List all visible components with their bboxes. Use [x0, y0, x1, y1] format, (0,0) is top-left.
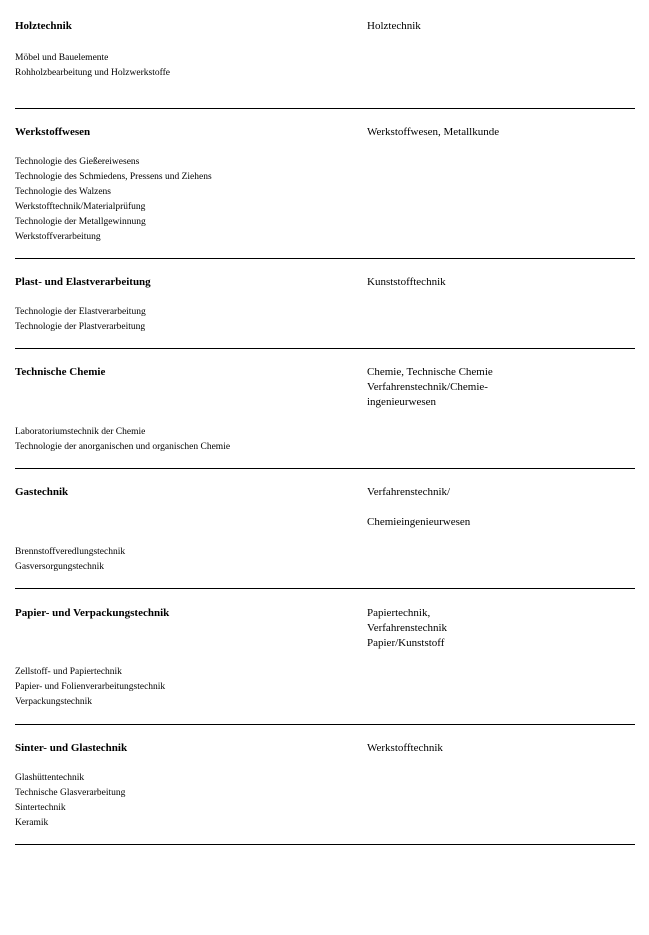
list-item: Brennstoffveredlungstechnik — [15, 547, 126, 557]
section-items — [15, 545, 125, 575]
list-item: Werkstofftechnik/Materialprüfung — [15, 202, 146, 212]
list-item: Technologie der Metallgewinnung — [15, 217, 146, 227]
list-item: Technologie der Plastverarbeitung — [15, 322, 146, 332]
list-item: Sintertechnik — [15, 803, 66, 813]
section-heading: Technische Chemie — [15, 366, 106, 378]
list-item: Papier- und Folienverarbeitungstechnik — [15, 682, 166, 692]
list-item: Keramik — [15, 818, 49, 828]
section-items — [15, 305, 146, 335]
section-heading: Holztechnik — [15, 20, 72, 32]
divider — [15, 844, 635, 845]
list-item: Verpackungstechnik — [15, 697, 93, 707]
list-item: Möbel und Bauelemente — [15, 53, 109, 63]
list-item: Technologie der Elastverarbeitung — [15, 307, 146, 317]
section-items — [15, 155, 212, 245]
divider — [15, 348, 635, 349]
mapping-line: Holztechnik — [367, 20, 421, 32]
divider — [15, 108, 635, 109]
section-heading: Plast- und Elastverarbeitung — [15, 276, 151, 288]
section-heading: Sinter- und Glastechnik — [15, 742, 128, 754]
section-items — [15, 51, 170, 81]
section-mapping — [367, 19, 421, 34]
list-item: Technologie der anorganischen und organischen Chemie — [15, 442, 231, 452]
mapping-line: Werkstofftechnik — [367, 742, 443, 754]
divider — [15, 724, 635, 725]
section-mapping — [367, 485, 470, 530]
divider — [15, 468, 635, 469]
list-item: Zellstoff- und Papiertechnik — [15, 667, 122, 677]
list-item: Technologie des Walzens — [15, 187, 112, 197]
section-mapping — [367, 275, 446, 290]
list-item: Gasversorgungstechnik — [15, 562, 105, 572]
section-heading: Werkstoffwesen — [15, 126, 91, 138]
list-item: Glashüttentechnik — [15, 773, 85, 783]
section-items — [15, 665, 165, 710]
mapping-line — [367, 500, 470, 515]
list-item: Technologie des Gießereiwesens — [15, 157, 140, 167]
section-mapping — [367, 125, 499, 140]
mapping-line: Werkstoffwesen, Metallkunde — [367, 126, 500, 138]
section-heading: Papier- und Verpackungstechnik — [15, 607, 170, 619]
list-item: Laboratoriumstechnik der Chemie — [15, 427, 146, 437]
mapping-line: Chemieingenieurwesen — [367, 516, 471, 528]
list-item: Technische Glasverarbeitung — [15, 788, 126, 798]
mapping-line: Verfahrenstechnik — [367, 622, 448, 634]
mapping-line: Kunststofftechnik — [367, 276, 446, 288]
list-item: Rohholzbearbeitung und Holzwerkstoffe — [15, 68, 170, 78]
mapping-line: Verfahrenstechnik/ — [367, 486, 451, 498]
list-item: Technologie des Schmiedens, Pressens und Ziehens — [15, 172, 212, 182]
mapping-line: Papier/Kunststoff — [367, 637, 445, 649]
section-heading: Gastechnik — [15, 486, 69, 498]
mapping-line: Chemie, Technische Chemie — [367, 366, 493, 378]
divider — [15, 258, 635, 259]
section-items — [15, 425, 230, 455]
section-items — [15, 771, 125, 831]
section-mapping — [367, 365, 493, 410]
mapping-line: ingenieurwesen — [367, 396, 437, 408]
mapping-line: Papiertechnik, — [367, 607, 431, 619]
section-mapping — [367, 741, 443, 756]
list-item: Werkstoffverarbeitung — [15, 232, 101, 242]
mapping-line: Verfahrenstechnik/Chemie- — [367, 381, 488, 393]
section-mapping — [367, 606, 447, 651]
divider — [15, 588, 635, 589]
